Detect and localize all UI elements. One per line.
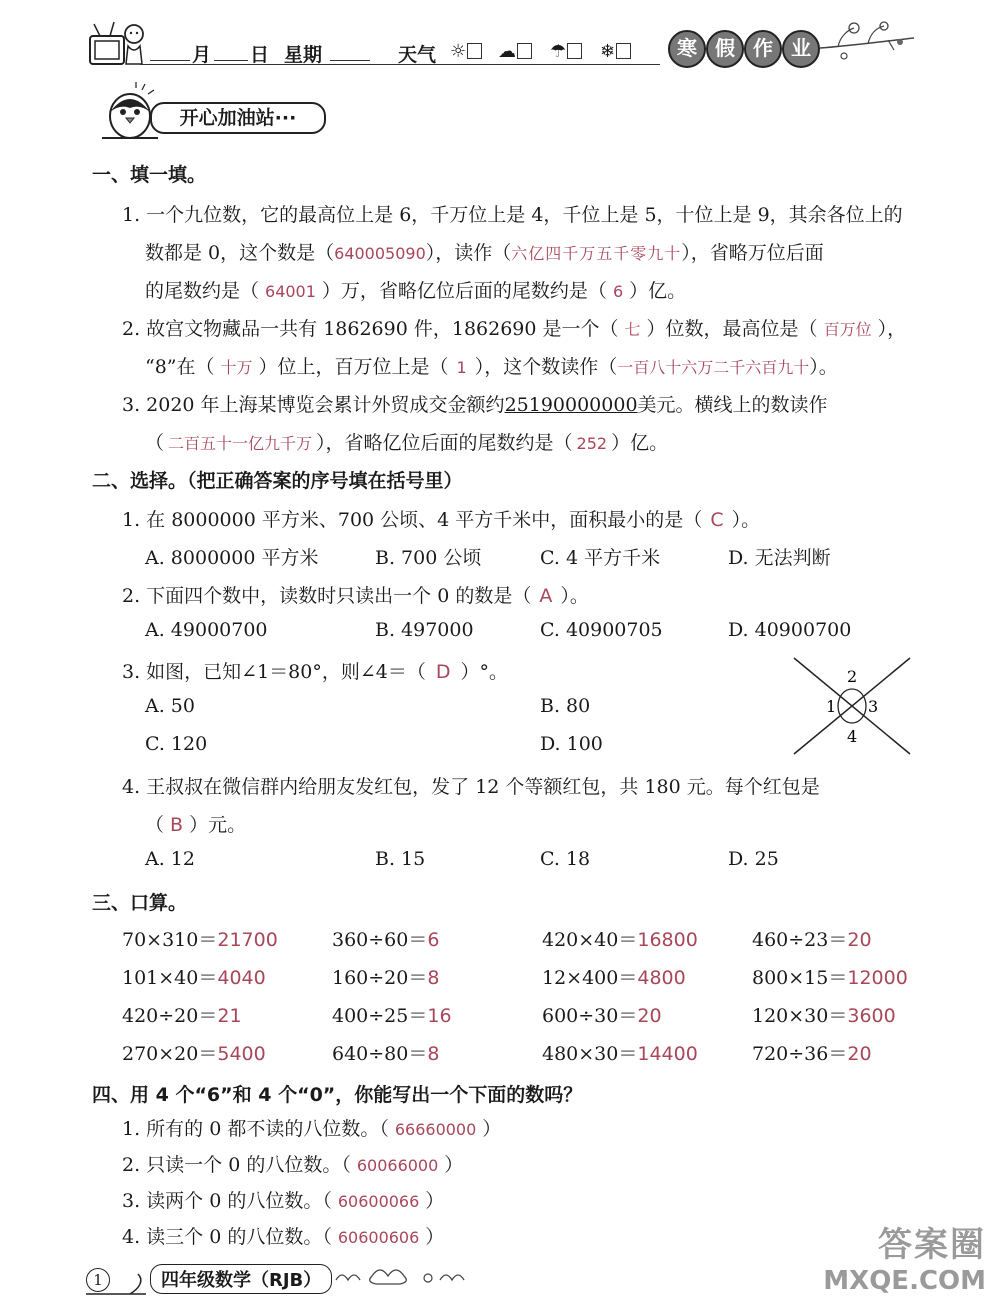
question-line xyxy=(122,505,760,532)
answer-choice[interactable]: B xyxy=(170,814,184,836)
question-line xyxy=(122,657,508,684)
option-c[interactable]: C. 120 xyxy=(145,733,208,755)
calc-item xyxy=(752,1001,896,1028)
section-title: 二、选择。（把正确答案的序号填在括号里） xyxy=(92,470,463,492)
calc-answer[interactable]: 8 xyxy=(427,967,440,989)
option-d[interactable]: D. 25 xyxy=(728,848,779,870)
question-line xyxy=(145,352,838,379)
answer-value[interactable]: 64001 xyxy=(265,282,316,301)
question-text: ）元。 xyxy=(189,814,247,836)
calc-item xyxy=(542,1001,662,1028)
weather-rainy[interactable] xyxy=(550,40,582,62)
question-text: 美元。横线上的数读作 xyxy=(637,394,828,416)
option-c[interactable]: C. 18 xyxy=(540,848,591,870)
badge-char: 寒 xyxy=(668,30,706,68)
angle-label-1: 1 xyxy=(826,697,837,716)
question-text: 2. 只读一个 0 的八位数。（ xyxy=(122,1154,351,1176)
watermark-logo-text: 答案圈 xyxy=(878,1225,986,1265)
question-text: （ xyxy=(145,814,165,836)
question-line xyxy=(122,390,828,417)
question-text: 3. 2020 年上海某博览会累计外贸成交金额约 xyxy=(122,394,505,416)
calc-answer[interactable]: 14400 xyxy=(637,1043,698,1065)
calc-expression: 101×40＝ xyxy=(122,967,218,989)
weather-sunny[interactable] xyxy=(450,40,482,62)
list-item xyxy=(122,1114,501,1141)
calc-item xyxy=(332,1001,452,1028)
badge-char: 业 xyxy=(782,30,820,68)
badge-char: 假 xyxy=(706,30,744,68)
question-line xyxy=(122,314,906,341)
calc-expression: 12×400＝ xyxy=(542,967,638,989)
question-text: 3. 读两个 0 的八位数。（ xyxy=(122,1190,332,1212)
sun-icon: ☼ xyxy=(450,41,467,62)
calc-item xyxy=(122,963,266,990)
calc-answer[interactable]: 3600 xyxy=(847,1005,896,1027)
snowy-checkbox[interactable] xyxy=(616,43,631,59)
question-text: 2. 故宫文物藏品一共有 1862690 件，1862690 是一个（ xyxy=(122,318,619,340)
question-text: “8”在（ xyxy=(145,356,215,378)
answer-value[interactable]: 十万 xyxy=(220,358,253,377)
calc-answer[interactable]: 4040 xyxy=(217,967,266,989)
angle-label-3: 3 xyxy=(868,697,879,716)
cloud-swirl-decoration-icon xyxy=(332,1262,472,1290)
question-text: ）。 xyxy=(560,585,589,607)
watermark xyxy=(823,1217,986,1296)
calc-answer[interactable]: 5400 xyxy=(217,1043,266,1065)
calc-answer[interactable]: 20 xyxy=(847,929,872,951)
question-text: ）。 xyxy=(809,356,838,378)
option-d[interactable]: D. 100 xyxy=(540,733,603,755)
calc-expression: 70×310＝ xyxy=(122,929,218,951)
answer-value[interactable]: 6 xyxy=(612,282,624,301)
cloud-icon: ☁ xyxy=(498,41,516,62)
section-title: 三、口算。 xyxy=(92,892,188,914)
cloudy-checkbox[interactable] xyxy=(517,43,532,59)
answer-value[interactable]: 七 xyxy=(624,320,641,339)
calc-expression: 270×20＝ xyxy=(122,1043,218,1065)
option-b[interactable]: B. 80 xyxy=(540,695,591,717)
section-banner: 开心加油站··· xyxy=(150,102,326,134)
calc-answer[interactable]: 20 xyxy=(637,1005,662,1027)
answer-value[interactable]: 252 xyxy=(576,434,608,453)
question-text: ）亿。 xyxy=(611,432,669,454)
question-text: ） xyxy=(444,1154,464,1176)
option-b[interactable]: B. 497000 xyxy=(375,619,474,641)
answer-choice[interactable]: C xyxy=(710,509,724,531)
answer-choice[interactable]: A xyxy=(539,585,553,607)
calc-expression: 460÷23＝ xyxy=(752,929,848,951)
answer-value[interactable]: 60066000 xyxy=(356,1156,439,1175)
tv-kid-icon xyxy=(86,14,150,70)
question-text: ），省略亿位后面的尾数约是（ xyxy=(316,432,573,454)
calc-answer[interactable]: 16 xyxy=(427,1005,452,1027)
section-title: 四、用 4 个“6”和 4 个“0”，你能写出一个下面的数吗？ xyxy=(92,1084,583,1106)
answer-value[interactable]: 60600606 xyxy=(337,1228,420,1247)
question-text: 数都是 0，这个数是（ xyxy=(145,242,335,264)
underlined-number: 25190000000 xyxy=(504,394,638,416)
option-c[interactable]: C. 40900705 xyxy=(540,619,663,641)
angle-label-4: 4 xyxy=(847,727,858,746)
calc-item xyxy=(332,1039,439,1066)
question-text: 4. 王叔叔在微信群内给朋友发红包，发了 12 个等额红包，共 180 元。每个红包是 xyxy=(122,776,820,798)
calc-answer[interactable]: 12000 xyxy=(847,967,908,989)
question-text: 的尾数约是（ xyxy=(145,280,260,302)
calc-item xyxy=(332,963,439,990)
calc-answer[interactable]: 6 xyxy=(427,929,440,951)
month-blank[interactable] xyxy=(150,38,190,61)
calc-expression: 640÷80＝ xyxy=(332,1043,428,1065)
question-text: ） xyxy=(482,1118,502,1140)
angle-figure xyxy=(790,654,914,758)
question-line xyxy=(145,276,686,303)
calc-expression: 600÷30＝ xyxy=(542,1005,638,1027)
answer-choice[interactable]: D xyxy=(435,661,451,683)
calc-item xyxy=(332,925,439,952)
question-text: 3. 如图，已知∠1＝80°，则∠4＝（ xyxy=(122,661,426,683)
calc-item xyxy=(542,1039,698,1066)
question-line xyxy=(122,581,589,608)
page-number: 1 xyxy=(86,1268,110,1292)
question-text: 1. 所有的 0 都不读的八位数。（ xyxy=(122,1118,389,1140)
badge-char: 作 xyxy=(744,30,782,68)
question-text: ）亿。 xyxy=(629,280,687,302)
option-a[interactable]: A. 12 xyxy=(145,848,195,870)
calc-answer[interactable]: 4800 xyxy=(637,967,686,989)
calc-item xyxy=(122,1039,266,1066)
question-text: ）位上，百万位上是（ xyxy=(258,356,449,378)
question-text: ），这个数读作（ xyxy=(474,356,618,378)
question-text: ）°。 xyxy=(460,661,509,683)
question-text: ）。 xyxy=(731,509,761,531)
calc-expression: 160÷20＝ xyxy=(332,967,428,989)
option-a[interactable]: A. 8000000 平方米 xyxy=(145,547,319,569)
weather-snowy[interactable] xyxy=(600,40,631,62)
floral-branch-icon xyxy=(818,16,918,66)
calc-item xyxy=(752,1039,872,1066)
list-item xyxy=(122,1186,444,1213)
section-title: 一、填一填。 xyxy=(92,164,207,186)
answer-value[interactable]: 60600066 xyxy=(337,1192,420,1211)
answer-value[interactable]: 二百五十一亿九千万 xyxy=(168,434,313,453)
question-line xyxy=(145,810,246,837)
question-text: 1. 一个九位数，它的最高位上是 6，千万位上是 4，千位上是 5，十位上是 9，其余各位上的 xyxy=(122,204,903,226)
weekday-blank[interactable] xyxy=(330,38,370,61)
calc-answer[interactable]: 20 xyxy=(847,1043,872,1065)
option-d[interactable]: D. 无法判断 xyxy=(728,547,831,569)
calc-expression: 120×30＝ xyxy=(752,1005,848,1027)
day-label: 日 xyxy=(250,44,270,66)
rainy-checkbox[interactable] xyxy=(567,43,582,59)
calc-answer[interactable]: 8 xyxy=(427,1043,440,1065)
calc-expression: 400÷25＝ xyxy=(332,1005,428,1027)
calc-answer[interactable]: 21 xyxy=(217,1005,242,1027)
answer-value[interactable]: 640005090 xyxy=(334,244,426,263)
answer-value[interactable]: 一百八十六万二千六百九十 xyxy=(617,358,810,377)
question-text: ）， xyxy=(877,318,907,340)
calc-item xyxy=(752,963,908,990)
calc-expression: 720÷36＝ xyxy=(752,1043,848,1065)
calc-item xyxy=(542,925,698,952)
calc-expression: 360÷60＝ xyxy=(332,929,428,951)
calc-expression: 420÷20＝ xyxy=(122,1005,218,1027)
question-text: ），省略万位后面 xyxy=(681,242,824,264)
calc-answer[interactable]: 16800 xyxy=(637,929,698,951)
question-text: ）万，省略亿位后面的尾数约是（ xyxy=(321,280,607,302)
option-c[interactable]: C. 4 平方千米 xyxy=(540,547,661,569)
book-title: 四年级数学（RJB） xyxy=(150,1264,332,1294)
question-text: （ xyxy=(145,432,165,454)
question-line xyxy=(145,238,824,265)
calc-expression: 800×15＝ xyxy=(752,967,848,989)
month-label: 月 xyxy=(192,44,212,66)
answer-value[interactable]: 1 xyxy=(456,358,467,377)
calc-item xyxy=(752,925,872,952)
calc-expression: 420×40＝ xyxy=(542,929,638,951)
day-blank[interactable] xyxy=(214,38,248,61)
question-text: 4. 读三个 0 的八位数。（ xyxy=(122,1226,332,1248)
question-text: ） xyxy=(425,1190,445,1212)
weather-label: 天气 xyxy=(398,44,437,66)
question-text: 2. 下面四个数中，读数时只读出一个 0 的数是（ xyxy=(122,585,532,607)
weekday-label: 星期 xyxy=(284,44,323,66)
question-text: 1. 在 8000000 平方米、700 公顷、4 平方千米中，面积最小的是（ xyxy=(122,509,703,531)
weather-cloudy[interactable] xyxy=(498,40,532,62)
calc-item xyxy=(122,925,278,952)
option-a[interactable]: A. 49000700 xyxy=(145,619,268,641)
watermark-url: MXQE.COM xyxy=(823,1266,986,1296)
calc-item xyxy=(542,963,686,990)
snow-cloud-icon: ❄ xyxy=(600,41,616,62)
answer-value[interactable]: 百万位 xyxy=(823,320,872,339)
question-text: ） xyxy=(425,1226,445,1248)
list-item xyxy=(122,1222,444,1249)
calc-expression: 480×30＝ xyxy=(542,1043,638,1065)
list-item xyxy=(122,1150,463,1177)
calc-item xyxy=(122,1001,242,1028)
angle-label-2: 2 xyxy=(847,667,858,686)
option-d[interactable]: D. 40900700 xyxy=(728,619,852,641)
option-b[interactable]: B. 15 xyxy=(375,848,426,870)
option-a[interactable]: A. 50 xyxy=(145,695,195,717)
answer-value[interactable]: 66660000 xyxy=(394,1120,477,1139)
sunny-checkbox[interactable] xyxy=(467,43,482,59)
option-b[interactable]: B. 700 公顷 xyxy=(375,547,482,569)
question-text: ），读作（ xyxy=(425,242,512,264)
answer-value[interactable]: 六亿四千万五千零九十 xyxy=(511,244,682,263)
question-text: ）位数，最高位是（ xyxy=(646,318,818,340)
calc-answer[interactable]: 21700 xyxy=(217,929,278,951)
question-line xyxy=(145,428,668,455)
rain-cloud-icon: ☂ xyxy=(550,41,567,62)
